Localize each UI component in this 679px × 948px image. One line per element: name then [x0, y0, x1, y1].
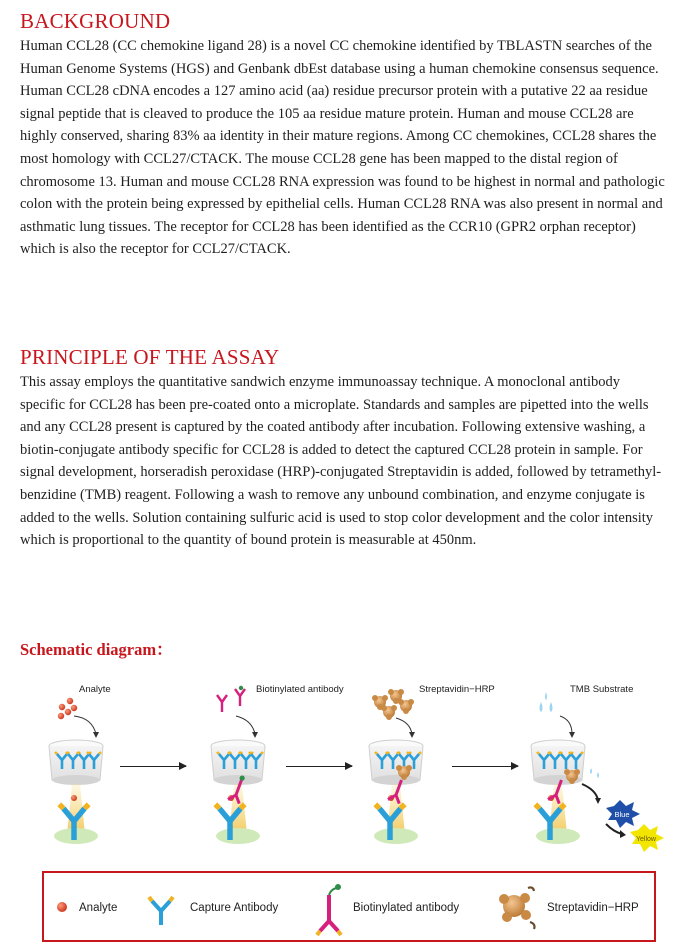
legend-biotinylated-antibody-label: Biotinylated antibody — [353, 902, 460, 914]
step1-graphic — [49, 698, 103, 844]
principle-paragraph: This assay employs the quantitative sandwich enzyme immunoassay technique. A monoclonal antibody specific for CCL28 has been pre-coated onto a microplate. Standards and samples are pipetted into the wells and any CCL28 present is captured by the coated antibody after incubation. Following extensive washing, a biotin-conjugate antibody specific for CCL28 is added to detect the captured CCL28 protein in sample. For signal development, horseradish peroxidase (HRP)-conjugated Streptavidin is added, followed by tetramethyl-benzidine (TMB) reagent. Following a wash to remove any unbound combination, and enzyme conjugate is added to the wells. Solution containing sulfuric acid is used to stop color development and the color intensity which is proportional to the quantity of bound protein is measurable at 450nm. — [20, 374, 662, 549]
schematic-heading: Schematic diagram： — [20, 640, 173, 659]
schematic-diagram — [0, 672, 679, 872]
yellow-signal-label: Yellow — [636, 836, 656, 843]
analyte-icon — [57, 902, 67, 912]
step2-graphic — [211, 686, 265, 844]
legend-analyte-label: Analyte — [79, 902, 118, 914]
principle-heading: PRINCIPLE OF THE ASSAY — [20, 345, 280, 369]
biotinylated-antibody-icon — [317, 884, 341, 935]
legend-streptavidin-hrp-label: Streptavidin−HRP — [547, 902, 639, 914]
step-label-biotinylated: Biotinylated antibody — [256, 684, 344, 695]
step-label-analyte: Analyte — [79, 684, 111, 695]
schematic-svg — [0, 672, 679, 872]
background-heading: BACKGROUND — [20, 9, 171, 33]
blue-signal-label: Blue — [614, 810, 630, 819]
step-label-tmb: TMB Substrate — [570, 684, 634, 695]
capture-antibody-icon — [149, 897, 173, 925]
streptavidin-hrp-icon — [499, 887, 535, 929]
legend-capture-antibody-label: Capture Antibody — [190, 902, 279, 914]
background-paragraph: Human CCL28 (CC chemokine ligand 28) is a novel CC chemokine identified by TBLASTN searches of the Human Genome Systems (HGS) and Genbank dbEst database using a human chemokine consensus sequence. Human CCL28 cDNA encodes a 127 amino acid (aa) residue precursor protein with a putative 22 aa residue signal peptide that is cleaved to produce the 105 aa residue mature protein. Human and mouse CCL28 are highly conserved, sharing 83% aa identity in their mature regions. Among CC chemokines, CCL28 shares the most homology with CCL27/CTACK. The mouse CCL28 gene has been mapped to the distal region of chromosome 13. Human and mouse CCL28 RNA expression was found to be highest in normal and pathologic colon with the protein being expressed by epithelial cells. Human CCL28 RNA was also present in normal and asthmatic lung tissues. The receptor for CCL28 has been identified as the CCR10 (GPR2 orphan receptor) which is also the receptor for CCL27/CTACK. — [20, 38, 665, 258]
legend-box — [42, 871, 656, 942]
step3-graphic — [369, 689, 423, 844]
step-label-streptavidin: Streptavidin−HRP — [419, 684, 495, 695]
step4-graphic — [531, 692, 664, 852]
